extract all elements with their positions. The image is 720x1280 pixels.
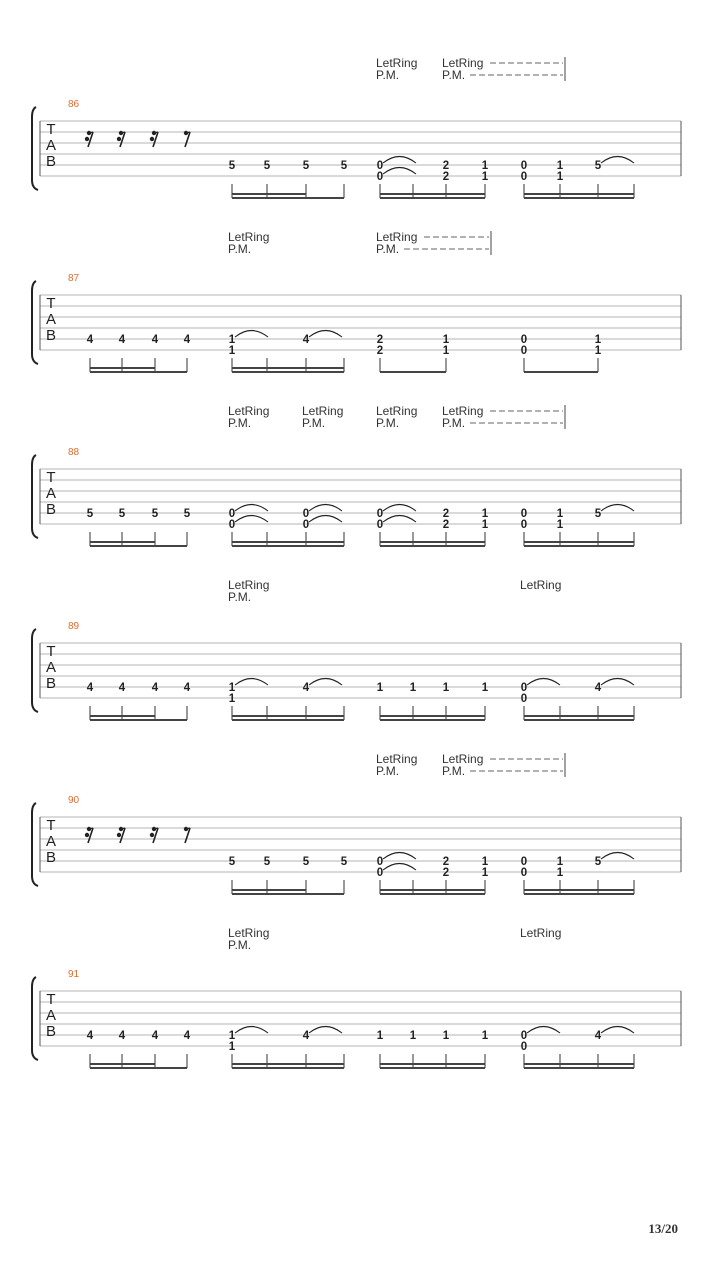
tab-note [377, 682, 384, 720]
tab-note [595, 853, 634, 895]
tab-note [482, 856, 489, 894]
let-ring-pm-annotation [302, 404, 343, 430]
tie-arc [309, 679, 342, 686]
tab-clef-letter: T [46, 817, 56, 834]
rest-16th-icon [150, 827, 158, 843]
rest-16th-icon [184, 827, 190, 843]
palm-mute-label: P.M. [376, 68, 400, 82]
fret-number: 1 [481, 508, 489, 520]
fret-number: 1 [442, 1030, 450, 1042]
tab-note [443, 856, 449, 894]
fret-number: 4 [118, 1030, 126, 1042]
fret-number: 1 [481, 519, 489, 531]
fret-number: 4 [302, 334, 310, 346]
fret-number: 1 [376, 1030, 384, 1042]
tie-arc [601, 1027, 634, 1034]
tab-note [521, 856, 527, 894]
rest-16th-icon [150, 131, 158, 147]
fret-number: 4 [118, 334, 126, 346]
tie-arc [235, 1027, 268, 1034]
fret-number: 1 [376, 682, 384, 694]
tab-clef-letter: T [46, 469, 56, 486]
let-ring-label: LetRing [228, 578, 270, 592]
fret-number: 1 [481, 682, 489, 694]
fret-number: 4 [594, 682, 602, 694]
let-ring-pm-annotation [228, 926, 269, 952]
fret-number: 1 [556, 508, 564, 520]
tab-clef-letter: B [45, 501, 57, 518]
let-ring-label: LetRing [376, 752, 418, 766]
tab-note [377, 1030, 384, 1068]
tie-arc [383, 864, 416, 871]
fret-number: 4 [151, 1030, 159, 1042]
fret-number: 1 [442, 345, 450, 357]
tab-note [119, 1030, 126, 1068]
tab-note [595, 1027, 634, 1069]
tab-note [152, 682, 159, 720]
fret-number: 2 [376, 334, 384, 346]
fret-number: 0 [520, 519, 528, 531]
let-ring-pm-annotation [520, 926, 561, 940]
measure-number: 89 [68, 621, 80, 632]
fret-number: 4 [86, 334, 94, 346]
let-ring-label: LetRing [520, 578, 562, 592]
tab-note [557, 508, 564, 546]
system-brace [32, 803, 38, 886]
fret-number: 5 [340, 856, 348, 868]
let-ring-label: LetRing [376, 230, 418, 244]
tie-arc [383, 157, 416, 164]
tab-note [595, 505, 634, 547]
tab-note [229, 505, 268, 547]
tie-arc [601, 157, 634, 164]
fret-number: 0 [228, 508, 236, 520]
let-ring-pm-annotation [376, 56, 417, 82]
tab-note [152, 334, 159, 372]
fret-number: 0 [376, 519, 384, 531]
rest-16th-icon [117, 827, 125, 843]
fret-number: 5 [118, 508, 126, 520]
let-ring-pm-annotation [228, 230, 269, 256]
fret-number: 0 [228, 519, 236, 531]
tab-note [264, 160, 271, 198]
tab-note [119, 334, 126, 372]
tab-note [443, 1030, 450, 1068]
tab-clef-letter: B [45, 675, 57, 692]
fret-number: 4 [183, 1030, 191, 1042]
tie-arc [235, 505, 268, 512]
tie-arc [601, 679, 634, 686]
tab-note [303, 856, 310, 894]
tie-arc [309, 1027, 342, 1034]
fret-number: 0 [376, 867, 384, 879]
fret-number: 1 [228, 1041, 236, 1053]
fret-number: 0 [520, 867, 528, 879]
fret-number: 1 [594, 334, 602, 346]
fret-number: 4 [118, 682, 126, 694]
measure-number: 91 [68, 969, 80, 980]
let-ring-label: LetRing [442, 56, 484, 70]
fret-number: 1 [409, 1030, 417, 1042]
tab-note [482, 682, 489, 720]
tab-note [229, 856, 236, 894]
system-brace [32, 629, 38, 712]
fret-number: 1 [594, 345, 602, 357]
fret-number: 5 [263, 160, 271, 172]
tie-arc [235, 331, 268, 338]
rest-16th-icon [117, 131, 125, 147]
fret-number: 4 [86, 1030, 94, 1042]
fret-number: 5 [151, 508, 159, 520]
tab-clef-letter: T [46, 121, 56, 138]
tab-note [443, 508, 449, 546]
let-ring-pm-annotation [376, 404, 417, 430]
fret-number: 5 [228, 160, 236, 172]
tab-system-91 [32, 926, 681, 1068]
palm-mute-label: P.M. [376, 764, 400, 778]
fret-number: 2 [442, 867, 450, 879]
fret-number: 1 [556, 171, 564, 183]
system-brace [32, 281, 38, 364]
tab-system-88 [32, 404, 681, 546]
tab-system-87 [32, 230, 681, 372]
fret-number: 0 [376, 856, 384, 868]
fret-number: 2 [442, 508, 450, 520]
palm-mute-label: P.M. [228, 416, 252, 430]
tie-arc [383, 853, 416, 860]
fret-number: 4 [151, 334, 159, 346]
fret-number: 5 [594, 856, 602, 868]
fret-number: 0 [520, 345, 528, 357]
fret-number: 0 [520, 856, 528, 868]
fret-number: 5 [340, 160, 348, 172]
fret-number: 1 [228, 693, 236, 705]
fret-number: 0 [376, 171, 384, 183]
tab-clef-letter: A [45, 1007, 57, 1024]
fret-number: 0 [376, 160, 384, 172]
let-ring-label: LetRing [442, 404, 484, 418]
palm-mute-label: P.M. [228, 590, 252, 604]
fret-number: 0 [520, 160, 528, 172]
tab-note [377, 853, 416, 895]
system-brace [32, 455, 38, 538]
tab-note [341, 160, 348, 198]
tie-arc [383, 168, 416, 175]
tab-note [595, 679, 634, 721]
system-brace [32, 107, 38, 190]
tab-clef-letter: A [45, 311, 57, 328]
tab-note [521, 1027, 560, 1069]
fret-number: 5 [263, 856, 271, 868]
fret-number: 1 [409, 682, 417, 694]
fret-number: 0 [376, 508, 384, 520]
tab-note [557, 160, 564, 198]
fret-number: 1 [442, 682, 450, 694]
tab-note [303, 160, 310, 198]
tie-arc [601, 505, 634, 512]
let-ring-pm-annotation [442, 404, 565, 430]
tab-note [87, 334, 94, 372]
fret-number: 0 [302, 519, 310, 531]
let-ring-label: LetRing [376, 404, 418, 418]
fret-number: 0 [520, 1030, 528, 1042]
tab-note [119, 682, 126, 720]
tab-note [184, 682, 191, 720]
tab-note [119, 508, 126, 546]
let-ring-pm-annotation [228, 578, 269, 604]
palm-mute-label: P.M. [302, 416, 326, 430]
tab-clef-letter: T [46, 295, 56, 312]
rest-16th-icon [85, 827, 93, 843]
fret-number: 1 [481, 160, 489, 172]
measure-number: 86 [68, 99, 80, 110]
let-ring-label: LetRing [376, 56, 418, 70]
tab-note [521, 334, 527, 372]
palm-mute-label: P.M. [376, 416, 400, 430]
let-ring-pm-annotation [442, 752, 565, 778]
tab-clef-letter: B [45, 153, 57, 170]
palm-mute-label: P.M. [228, 242, 252, 256]
tab-note [87, 1030, 94, 1068]
fret-number: 1 [556, 160, 564, 172]
fret-number: 4 [86, 682, 94, 694]
tie-arc [527, 679, 560, 686]
palm-mute-label: P.M. [228, 938, 252, 952]
page-number: 13/20 [648, 1221, 678, 1236]
tab-note [303, 679, 342, 721]
fret-number: 0 [520, 508, 528, 520]
tab-note [264, 856, 271, 894]
tie-arc [527, 1027, 560, 1034]
let-ring-label: LetRing [442, 752, 484, 766]
tab-clef-letter: B [45, 327, 57, 344]
palm-mute-label: P.M. [442, 416, 466, 430]
system-brace [32, 977, 38, 1060]
fret-number: 0 [520, 693, 528, 705]
fret-number: 4 [594, 1030, 602, 1042]
tab-note [229, 679, 268, 721]
tab-clef-letter: B [45, 849, 57, 866]
fret-number: 1 [228, 682, 236, 694]
fret-number: 1 [556, 867, 564, 879]
fret-number: 0 [520, 334, 528, 346]
tab-note [152, 508, 159, 546]
fret-number: 4 [183, 334, 191, 346]
fret-number: 1 [442, 334, 450, 346]
palm-mute-label: P.M. [442, 68, 466, 82]
tab-note [482, 1030, 489, 1068]
tab-note [184, 334, 191, 372]
tab-note [521, 508, 527, 546]
tie-arc [309, 331, 342, 338]
fret-number: 1 [481, 867, 489, 879]
fret-number: 1 [556, 519, 564, 531]
tab-note [184, 1030, 191, 1068]
let-ring-pm-annotation [376, 752, 417, 778]
palm-mute-label: P.M. [442, 764, 466, 778]
tab-note [521, 160, 527, 198]
fret-number: 1 [228, 334, 236, 346]
fret-number: 4 [302, 1030, 310, 1042]
tab-clef-letter: A [45, 833, 57, 850]
rest-16th-icon [184, 131, 190, 147]
tab-clef-letter: A [45, 659, 57, 676]
fret-number: 0 [520, 171, 528, 183]
tab-note [229, 1027, 268, 1069]
tie-arc [309, 516, 342, 523]
fret-number: 1 [228, 1030, 236, 1042]
tie-arc [383, 505, 416, 512]
tab-note [595, 334, 602, 372]
tab-note [595, 157, 634, 199]
tab-note [184, 508, 191, 546]
fret-number: 5 [228, 856, 236, 868]
tab-system-86 [32, 56, 681, 198]
fret-number: 4 [183, 682, 191, 694]
tab-note [521, 679, 560, 721]
fret-number: 5 [594, 508, 602, 520]
rest-16th-icon [85, 131, 93, 147]
tab-system-90 [32, 752, 681, 894]
tie-arc [309, 505, 342, 512]
fret-number: 2 [376, 345, 384, 357]
let-ring-label: LetRing [228, 404, 270, 418]
fret-number: 5 [183, 508, 191, 520]
fret-number: 4 [302, 682, 310, 694]
tab-note [443, 160, 449, 198]
tab-note [303, 331, 342, 373]
fret-number: 5 [86, 508, 94, 520]
fret-number: 2 [442, 856, 450, 868]
tab-note [410, 1030, 417, 1068]
tab-note [557, 856, 564, 894]
let-ring-pm-annotation [442, 56, 565, 82]
let-ring-pm-annotation [376, 230, 491, 256]
fret-number: 2 [442, 519, 450, 531]
palm-mute-label: P.M. [376, 242, 400, 256]
fret-number: 0 [520, 682, 528, 694]
fret-number: 2 [442, 171, 450, 183]
fret-number: 0 [520, 1041, 528, 1053]
let-ring-label: LetRing [228, 230, 270, 244]
tab-note [410, 682, 417, 720]
tab-note [377, 505, 416, 547]
let-ring-label: LetRing [228, 926, 270, 940]
let-ring-pm-annotation [228, 404, 269, 430]
tab-note [377, 334, 383, 372]
tab-clef-letter: T [46, 991, 56, 1008]
tie-arc [383, 516, 416, 523]
fret-number: 2 [442, 160, 450, 172]
fret-number: 0 [302, 508, 310, 520]
tab-note [341, 856, 348, 894]
tab-note [377, 157, 416, 199]
measure-number: 87 [68, 273, 80, 284]
fret-number: 5 [594, 160, 602, 172]
fret-number: 1 [481, 171, 489, 183]
fret-number: 1 [481, 1030, 489, 1042]
fret-number: 1 [481, 856, 489, 868]
tab-note [87, 682, 94, 720]
tab-clef-letter: T [46, 643, 56, 660]
tie-arc [235, 516, 268, 523]
tab-note [443, 334, 450, 372]
fret-number: 1 [228, 345, 236, 357]
tab-note [229, 160, 236, 198]
tab-clef-letter: B [45, 1023, 57, 1040]
tie-arc [601, 853, 634, 860]
tab-note [229, 331, 268, 373]
fret-number: 1 [556, 856, 564, 868]
tab-system-89 [32, 578, 681, 720]
tab-clef-letter: A [45, 137, 57, 154]
tab-note [443, 682, 450, 720]
fret-number: 5 [302, 160, 310, 172]
fret-number: 4 [151, 682, 159, 694]
measure-number: 88 [68, 447, 80, 458]
tab-note [87, 508, 94, 546]
tab-note [303, 1027, 342, 1069]
tab-note [482, 160, 489, 198]
tie-arc [235, 679, 268, 686]
measure-number: 90 [68, 795, 80, 806]
let-ring-pm-annotation [520, 578, 561, 592]
tab-clef-letter: A [45, 485, 57, 502]
fret-number: 5 [302, 856, 310, 868]
tab-note [482, 508, 489, 546]
let-ring-label: LetRing [302, 404, 344, 418]
tab-note [303, 505, 342, 547]
let-ring-label: LetRing [520, 926, 562, 940]
tab-note [152, 1030, 159, 1068]
